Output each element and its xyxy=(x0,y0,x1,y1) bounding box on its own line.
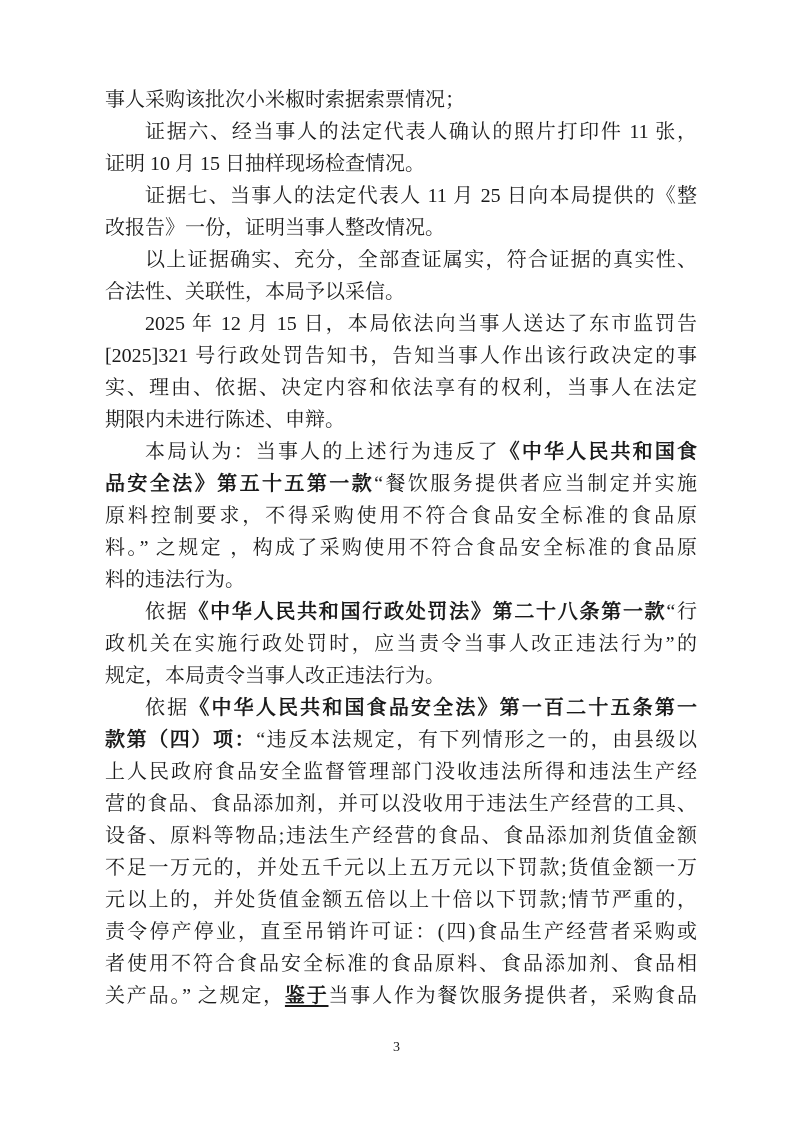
text-segment: 不足一万元的，并处五千元以上五万元以下罚款;货值金额一万 xyxy=(105,857,697,879)
text-line-2 xyxy=(105,116,697,148)
text-line-27 xyxy=(105,916,697,948)
text-segment: 责令停产停业，直至吊销许可证：(四)食品生产经营者采购或 xyxy=(105,921,697,943)
text-segment: “餐饮服务提供者应当制定并实施 xyxy=(374,473,697,495)
text-segment: 原料控制要求，不得采购使用不符合食品安全标准的食品原 xyxy=(105,505,697,527)
text-segment: 依据 xyxy=(145,601,189,623)
text-segment: 证据六、经当事人的法定代表人确认的照片打印件 11 张， xyxy=(145,121,697,143)
text-line-15 xyxy=(105,532,697,564)
text-segment: 实、理由、依据、决定内容和依法享有的权利，当事人在法定 xyxy=(105,377,697,399)
text-segment: 上人民政府食品安全监督管理部门没收违法所得和违法生产经 xyxy=(105,761,697,783)
text-segment: 当事人作为餐饮服务提供者，采购食品 xyxy=(328,985,697,1007)
text-line-1 xyxy=(105,84,697,116)
text-segment: 事人采购该批次小米椒时索据索票情况； xyxy=(105,89,465,111)
bold-segment: 《中华人民共和国食 xyxy=(499,441,697,463)
text-line-23 xyxy=(105,788,697,820)
text-line-18 xyxy=(105,628,697,660)
text-line-14 xyxy=(105,500,697,532)
text-line-12 xyxy=(105,436,697,468)
text-segment: 依据 xyxy=(145,697,190,719)
text-segment: 证明 10 月 15 日抽样现场检查情况。 xyxy=(105,153,425,175)
text-segment: 者使用不符合食品安全标准的食品原料、食品添加剂、食品相 xyxy=(105,953,697,975)
text-line-5 xyxy=(105,212,697,244)
text-line-6 xyxy=(105,244,697,276)
text-line-4 xyxy=(105,180,697,212)
text-line-3 xyxy=(105,148,697,180)
text-line-11 xyxy=(105,404,697,436)
bold-segment: 款第（四）项： xyxy=(105,729,257,751)
text-segment: 本局认为：当事人的上述行为违反了 xyxy=(145,441,500,463)
bold-segment: 品安全法》第五十五第一款 xyxy=(105,473,375,495)
text-segment: 证据七、当事人的法定代表人 11 月 25 日向本局提供的《整 xyxy=(145,185,697,207)
text-line-28 xyxy=(105,948,697,980)
text-line-19 xyxy=(105,660,697,692)
bold-segment: 《中华人民共和国行政处罚法》第二十八条第一款 xyxy=(188,601,667,623)
text-segment: 合法性、关联性，本局予以采信。 xyxy=(105,281,405,303)
text-line-25 xyxy=(105,852,697,884)
text-line-7 xyxy=(105,276,697,308)
text-line-13 xyxy=(105,468,697,500)
document-body xyxy=(105,84,697,1012)
text-line-26 xyxy=(105,884,697,916)
text-segment: 规定，本局责令当事人改正违法行为。 xyxy=(105,665,445,687)
text-segment: 关产品。” 之规定， xyxy=(105,985,285,1007)
text-line-8 xyxy=(105,308,697,340)
emphasis-underline-segment: 鉴于 xyxy=(284,985,329,1007)
text-segment: “行 xyxy=(666,601,697,623)
text-segment: 营的食品、食品添加剂，并可以没收用于违法生产经营的工具、 xyxy=(105,793,697,815)
text-line-29 xyxy=(105,980,697,1012)
text-segment: “违反本法规定，有下列情形之一的，由县级以 xyxy=(256,729,697,751)
text-segment: 元以上的，并处货值金额五倍以上十倍以下罚款;情节严重的， xyxy=(105,889,697,911)
text-segment: 料的违法行为。 xyxy=(105,569,245,591)
bold-segment: 《中华人民共和国食品安全法》第一百二十五条第一 xyxy=(189,697,697,719)
text-segment: 设备、原料等物品;违法生产经营的食品、食品添加剂货值金额 xyxy=(105,825,697,847)
text-line-10 xyxy=(105,372,697,404)
text-segment: 政机关在实施行政处罚时，应当责令当事人改正违法行为”的 xyxy=(105,633,697,655)
text-segment: [2025]321 号行政处罚告知书，告知当事人作出该行政决定的事 xyxy=(105,345,697,367)
text-line-20 xyxy=(105,692,697,724)
text-line-22 xyxy=(105,756,697,788)
text-line-16 xyxy=(105,564,697,596)
text-segment: 期限内未进行陈述、申辩。 xyxy=(105,409,345,431)
text-line-9 xyxy=(105,340,697,372)
text-line-24 xyxy=(105,820,697,852)
page-number: 3 xyxy=(393,1040,400,1055)
text-segment: 改报告》一份，证明当事人整改情况。 xyxy=(105,217,445,239)
text-line-17 xyxy=(105,596,697,628)
text-line-21 xyxy=(105,724,697,756)
text-segment: 2025 年 12 月 15 日，本局依法向当事人送达了东市监罚告 xyxy=(145,313,697,335)
text-segment: 以上证据确实、充分，全部查证属实，符合证据的真实性、 xyxy=(145,249,697,271)
text-segment: 料。” 之规定 ，构成了采购使用不符合食品安全标准的食品原 xyxy=(105,537,697,559)
